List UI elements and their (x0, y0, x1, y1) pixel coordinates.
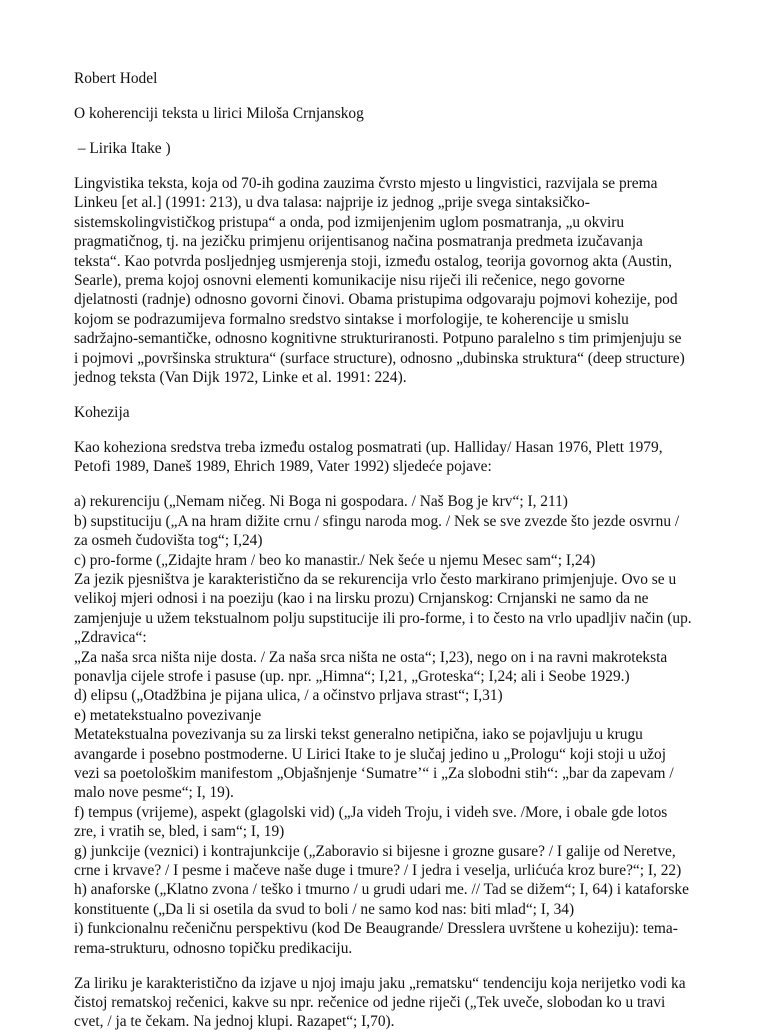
list-item: „Zdravica“: (74, 629, 147, 647)
text-line: sistemskolingvističkog pristupa“ a onda, pod izmijenjenim uglom posmatranja, „u okviru (74, 213, 625, 231)
list-item: i) funkcionalnu rečeničnu perspektivu (kod De Beaugrande/ Dresslera uvrštene u koheziju): tema- (74, 920, 678, 938)
list-item: d) elipsu („Otadžbina je pijana ulica, / a očinstvo prljava strast“; I,31) (74, 687, 503, 705)
text-line: čistoj rematskoj rečenici, kakve su npr. rečenice od jedne riječi („Tek uveče, slobodan ko u travi (74, 994, 666, 1011)
text-line: teksta“. Kao potvrda posljednjeg usmjerenja stoji, između ostalog, teorija govornog akta (Austin, (74, 252, 672, 270)
text-line: cvet, / ja te čekam. Na jednoj klupi. Razapet“; I,70). (74, 1013, 395, 1031)
list-item: velikoj mjeri odnosi i na poeziju (kao i na lirsku prozu) Crnjanskog: Crnjanski ne samo da ne (74, 590, 649, 608)
list-item: za osmeh čudovišta tog“; I,24) (74, 532, 263, 550)
list-item: konstituente („Da li si osetila da svud to boli / ne samo kod nas: biti mlad“; I, 34) (74, 900, 575, 918)
text-line: pragmatičnog, tj. na jezičku primjenu orijentisanog načina posmatranja predmeta izučavanja (74, 233, 643, 251)
text-line: Petofi 1989, Daneš 1989, Ehrich 1989, Vater 1992) sljedeće pojave: (74, 458, 492, 476)
list-item: a) rekurenciju („Nemam ničeg. Ni Boga ni gospodara. / Naš Bog je krv“; I, 211) (74, 493, 568, 511)
text-line: Lingvistika teksta, koja od 70-ih godina zauzima čvrsto mjesto u lingvistici, razvijala se prema (74, 175, 658, 192)
author-line: Robert Hodel (74, 70, 158, 87)
list-item: vezi sa poetološkim manifestom „Objašnjenje ‘Sumatre’“ i „Za slobodni stih“: „bar da zapevam / (74, 765, 674, 782)
text-line: djelatnosti (radnje) odnosno govorni činovi. Obama pristupima odgovaraju pojmovi kohezije, pod (74, 291, 678, 309)
text-line: Searle), prema kojoj osnovni elementi komunikacije nisu riječi ili rečenice, nego govorne (74, 272, 625, 289)
list-item: g) junkcije (veznici) i kontrajunkcije („Zaboravio si bijesne i grozne gusare? / I galije od Neretve, (74, 842, 676, 860)
list-item: h) anaforske („Klatno zvona / teško i tmurno / u grudi udari me. // Tad se dižem“; I, 64) i kataforske (74, 881, 689, 899)
article-subtitle: – Lirika Itake ) (74, 140, 171, 157)
text-line: Linkeu [et al.] (1991: 213), u dva talasa: najprije iz jednog „prije svega sintaksičko- (74, 194, 590, 212)
list-item: f) tempus (vrijeme), aspekt (glagolski vid) („Ja videh Troju, i videh sve. /More, i obale gde lotos (74, 803, 668, 821)
section-heading: Kohezija (74, 404, 130, 421)
list-item: malo nove pesme“; I, 19). (74, 784, 234, 802)
list-item: zre, i vratih se, bled, i sam“; I, 19) (74, 823, 285, 841)
list-item: zamjenjuje u užem tekstualnom polju supstitucije ili pro-forme, i to često na vrlo upadljiv način (up. (74, 609, 692, 627)
text-line: i pojmovi „površinska struktura“ (surface structure), odnosno „dubinska struktura“ (deep structure) (74, 349, 685, 367)
list-item: avangarde i posebno postmoderne. U Lirici Itake to je slučaj jedino u „Prologu“ koji stoji u užoj (74, 745, 666, 763)
list-item: crne i krvave? / I pesme i mačeve naše duge i tmure? / I jedra i veselja, urlićuća kroz bure?“; I, 22) (74, 862, 682, 879)
list-item: ponavlja cijele strofe i pasuse (up. npr. „Himna“; I,21, „Groteska“; I,24; ali i Seobe 1929.) (74, 668, 630, 685)
text-line: sadržajno-semantičke, odnosno kognitivne strukturiranosti. Potpuno paralelno s tim primjenjuju se (74, 330, 682, 348)
text-line: jednog teksta (Van Dijk 1972, Linke et al. 1991: 224). (74, 369, 407, 386)
list-item: Metatekstualna povezivanja su za lirski tekst generalno netipična, iako se pojavljuju u krugu (74, 726, 643, 744)
text-line: kojom se podrazumijeva formalno sredstvo sintakse i morfologije, te koherencije u smislu (74, 310, 629, 328)
list-item: rema-strukturu, odnosno topičku predikaciju. (74, 939, 353, 957)
list-item: b) supstituciju („A na hram dižite crnu / sfingu naroda mog. / Nek se sve zvezde što jezde osvrnu / (74, 512, 680, 530)
text-line: Kao koheziona sredstva treba između ostalog posmatrati (up. Halliday/ Hasan 1976, Plett 1979, (74, 439, 663, 456)
list-item: „Za naša srca ništa nije dosta. / Za naša srca ništa ne osta“; I,23), nego on i na ravni makroteksta (74, 648, 668, 666)
list-item: Za jezik pjesništva je karakteristično da se rekurencija vrlo često markirano primjenjuje. Ovo se u (74, 571, 677, 588)
list-item: c) pro-forme („Zidajte hram / beo ko manastir./ Nek šeće u njemu Mesec sam“; I,24) (74, 551, 596, 569)
article-title: O koherenciji teksta u lirici Miloša Crnjanskog (74, 105, 364, 122)
list-item: e) metatekstualno povezivanje (74, 706, 262, 724)
text-line: Za liriku je karakteristično da izjave u njoj imaju jaku „rematsku“ tendenciju koja nerijetko vodi ka (74, 974, 686, 992)
